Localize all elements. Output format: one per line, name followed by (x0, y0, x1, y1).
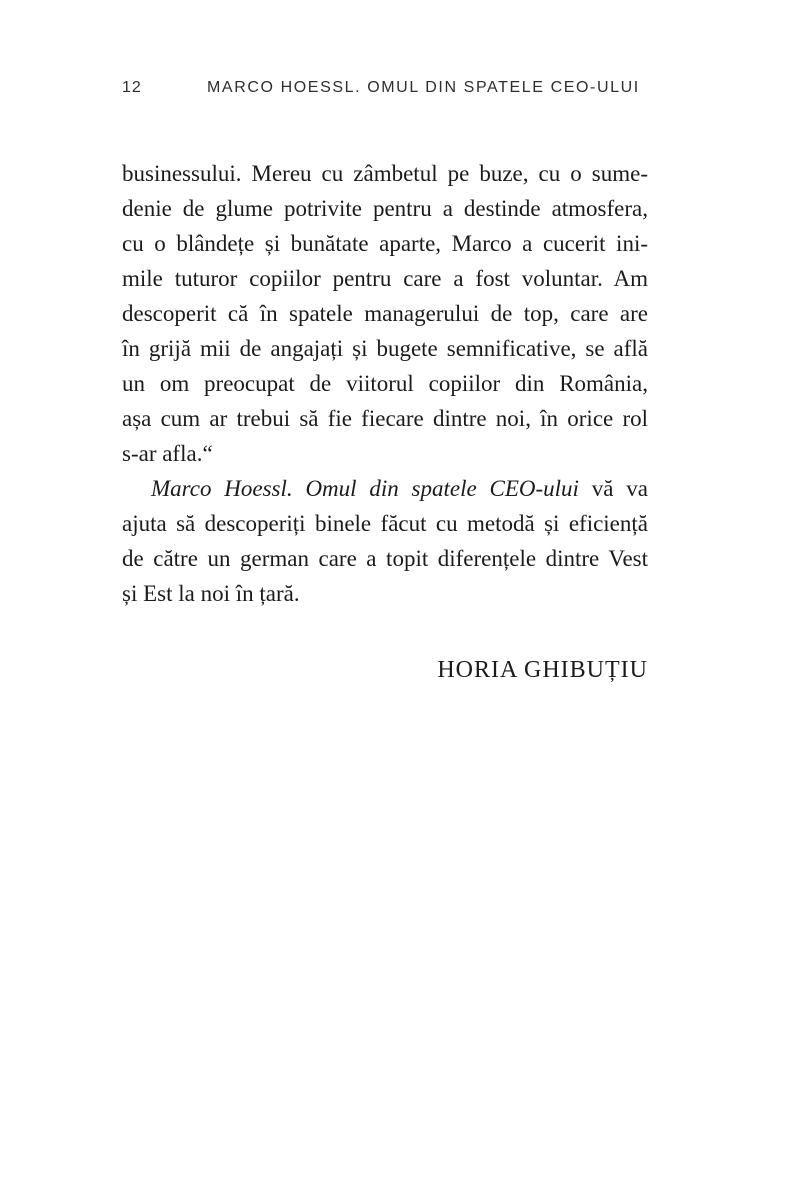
page-number: 12 (122, 79, 142, 96)
running-title: MARCO HOESSL. OMUL DIN SPATELE CEO-ULUI (207, 79, 640, 96)
text-line: cu o blândețe și bunătate aparte, Marco a cucerit ini- (122, 231, 648, 256)
signature: HORIA GHIBUȚIU (437, 657, 648, 683)
text-line (122, 471, 648, 506)
text-line: denie de glume potrivite pentru a destinde atmosfera, (122, 196, 648, 221)
text-line: un om preocupat de viitorul copiilor din România, (122, 371, 648, 396)
page-body (122, 156, 648, 688)
paragraph-1 (122, 156, 648, 471)
text-line: și Est la noi în țară. (122, 581, 300, 606)
text-line: mile tuturor copiilor pentru care a fost voluntar. Am (122, 266, 648, 291)
text-segment: vă va (578, 476, 648, 501)
text-line: descoperit că în spatele managerului de top, care are (122, 301, 648, 326)
book-title-italic: Marco Hoessl. Omul din spatele CEO-ului (151, 476, 579, 501)
running-header (122, 78, 652, 100)
text-line: ajuta să descoperiți binele făcut cu metodă și eficiență (122, 511, 648, 536)
text-line: s-ar afla.“ (122, 441, 213, 466)
text-line: așa cum ar trebui să fie fiecare dintre noi, în orice rol (122, 406, 648, 431)
text-line: businessului. Mereu cu zâmbetul pe buze, cu o sume- (122, 161, 648, 186)
paragraph-2 (122, 471, 648, 611)
text-line: în grijă mii de angajați și bugete semnificative, se află (122, 336, 648, 361)
text-line: de către un german care a topit diferențele dintre Vest (122, 546, 648, 571)
